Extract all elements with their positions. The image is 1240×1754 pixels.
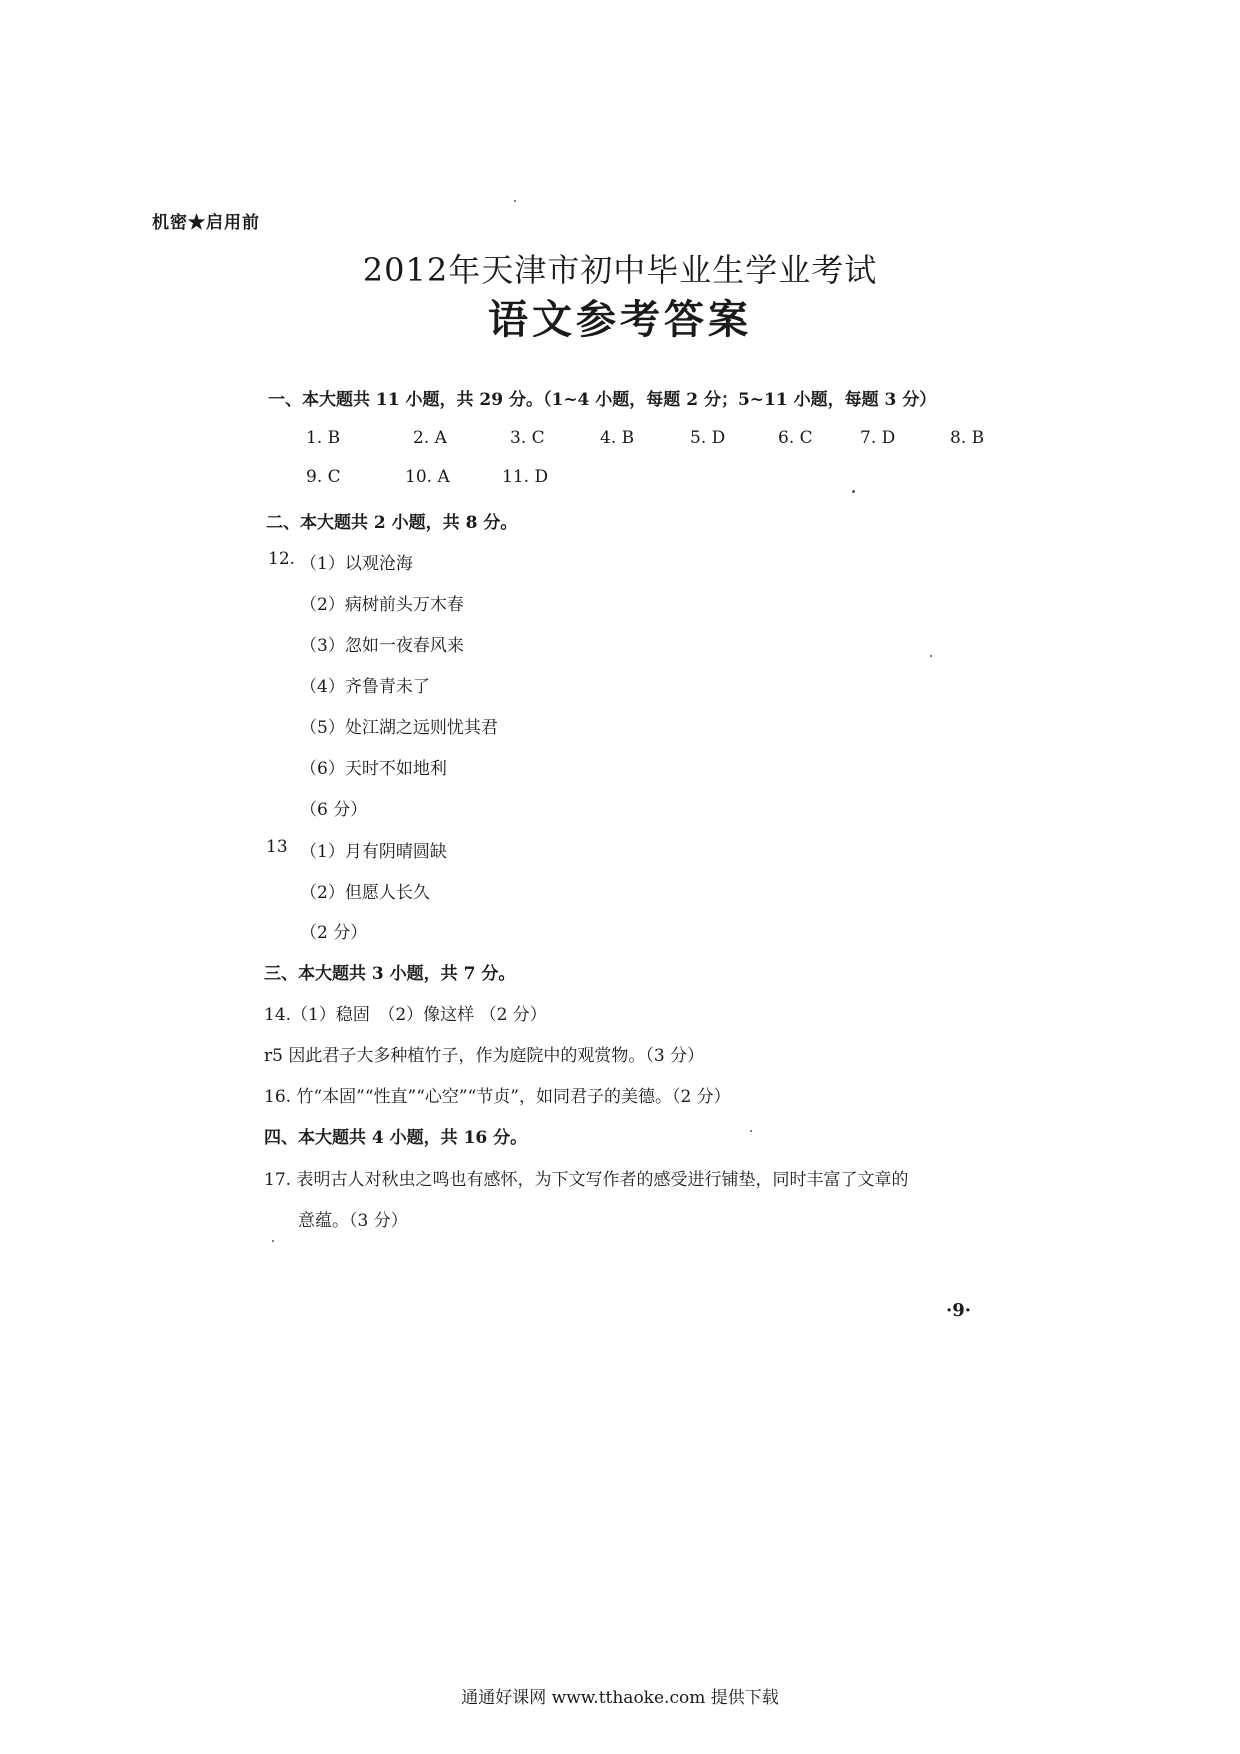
question-14: 14.（1）稳固 （2）像这样 （2 分）	[264, 1005, 547, 1025]
question-12-label: 12.	[268, 549, 296, 569]
scan-speck	[514, 200, 516, 202]
question-15: r5 因此君子大多种植竹子，作为庭院中的观赏物。（3 分）	[264, 1046, 705, 1066]
answer-item: 3. C	[510, 428, 545, 448]
q13-item-1: （1）月有阴晴圆缺	[300, 842, 447, 862]
q12-score: （6 分）	[300, 800, 368, 820]
q12-item-5: （5）处江湖之远则忧其君	[300, 718, 498, 738]
section-3-heading: 三、本大题共 3 小题，共 7 分。	[264, 964, 516, 984]
scan-speck	[852, 490, 855, 493]
section-2-heading: 二、本大题共 2 小题，共 8 分。	[266, 513, 518, 533]
answer-item: 10. A	[405, 467, 450, 487]
answer-item: 2. A	[413, 428, 447, 448]
q12-item-2: （2）病树前头万木春	[300, 595, 464, 615]
answer-item: 4. B	[600, 428, 635, 448]
q13-score: （2 分）	[300, 923, 368, 943]
answer-item: 5. D	[690, 428, 726, 448]
q12-item-4: （4）齐鲁青未了	[300, 677, 430, 697]
footer-credit: 通通好课网 www.tthaoke.com 提供下载	[461, 1688, 779, 1708]
question-17-line-2: 意蕴。（3 分）	[298, 1211, 408, 1231]
question-16: 16. 竹“本固”“性直”“心空”“节贞”，如同君子的美德。（2 分）	[264, 1087, 731, 1107]
answer-item: 6. C	[778, 428, 813, 448]
answer-item: 9. C	[306, 467, 341, 487]
question-17-line-1: 17. 表明古人对秋虫之鸣也有感怀，为下文写作者的感受进行铺垫，同时丰富了文章的	[264, 1170, 909, 1190]
answer-key-title: 语文参考答案	[488, 297, 752, 343]
q13-item-2: （2）但愿人长久	[300, 883, 430, 903]
q12-item-3: （3）忽如一夜春风来	[300, 636, 464, 656]
q12-item-6: （6）天时不如地利	[300, 759, 447, 779]
exam-title: 2012年天津市初中毕业生学业考试	[362, 251, 878, 289]
section-1-heading: 一、本大题共 11 小题，共 29 分。（1~4 小题，每题 2 分；5~11 小题，每题 3 分）	[268, 390, 937, 410]
answer-item: 8. B	[950, 428, 985, 448]
answer-item: 11. D	[502, 467, 549, 487]
answer-item: 7. D	[860, 428, 896, 448]
question-13-label: 13	[266, 837, 288, 857]
scan-speck	[930, 655, 932, 657]
answer-item: 1. B	[306, 428, 341, 448]
page-number: ·9·	[946, 1300, 972, 1321]
q12-item-1: （1）以观沧海	[300, 554, 413, 574]
scan-speck	[272, 1240, 274, 1242]
scan-speck	[750, 1130, 752, 1132]
section-4-heading: 四、本大题共 4 小题，共 16 分。	[264, 1128, 528, 1148]
confidential-mark: 机密★启用前	[152, 213, 260, 233]
